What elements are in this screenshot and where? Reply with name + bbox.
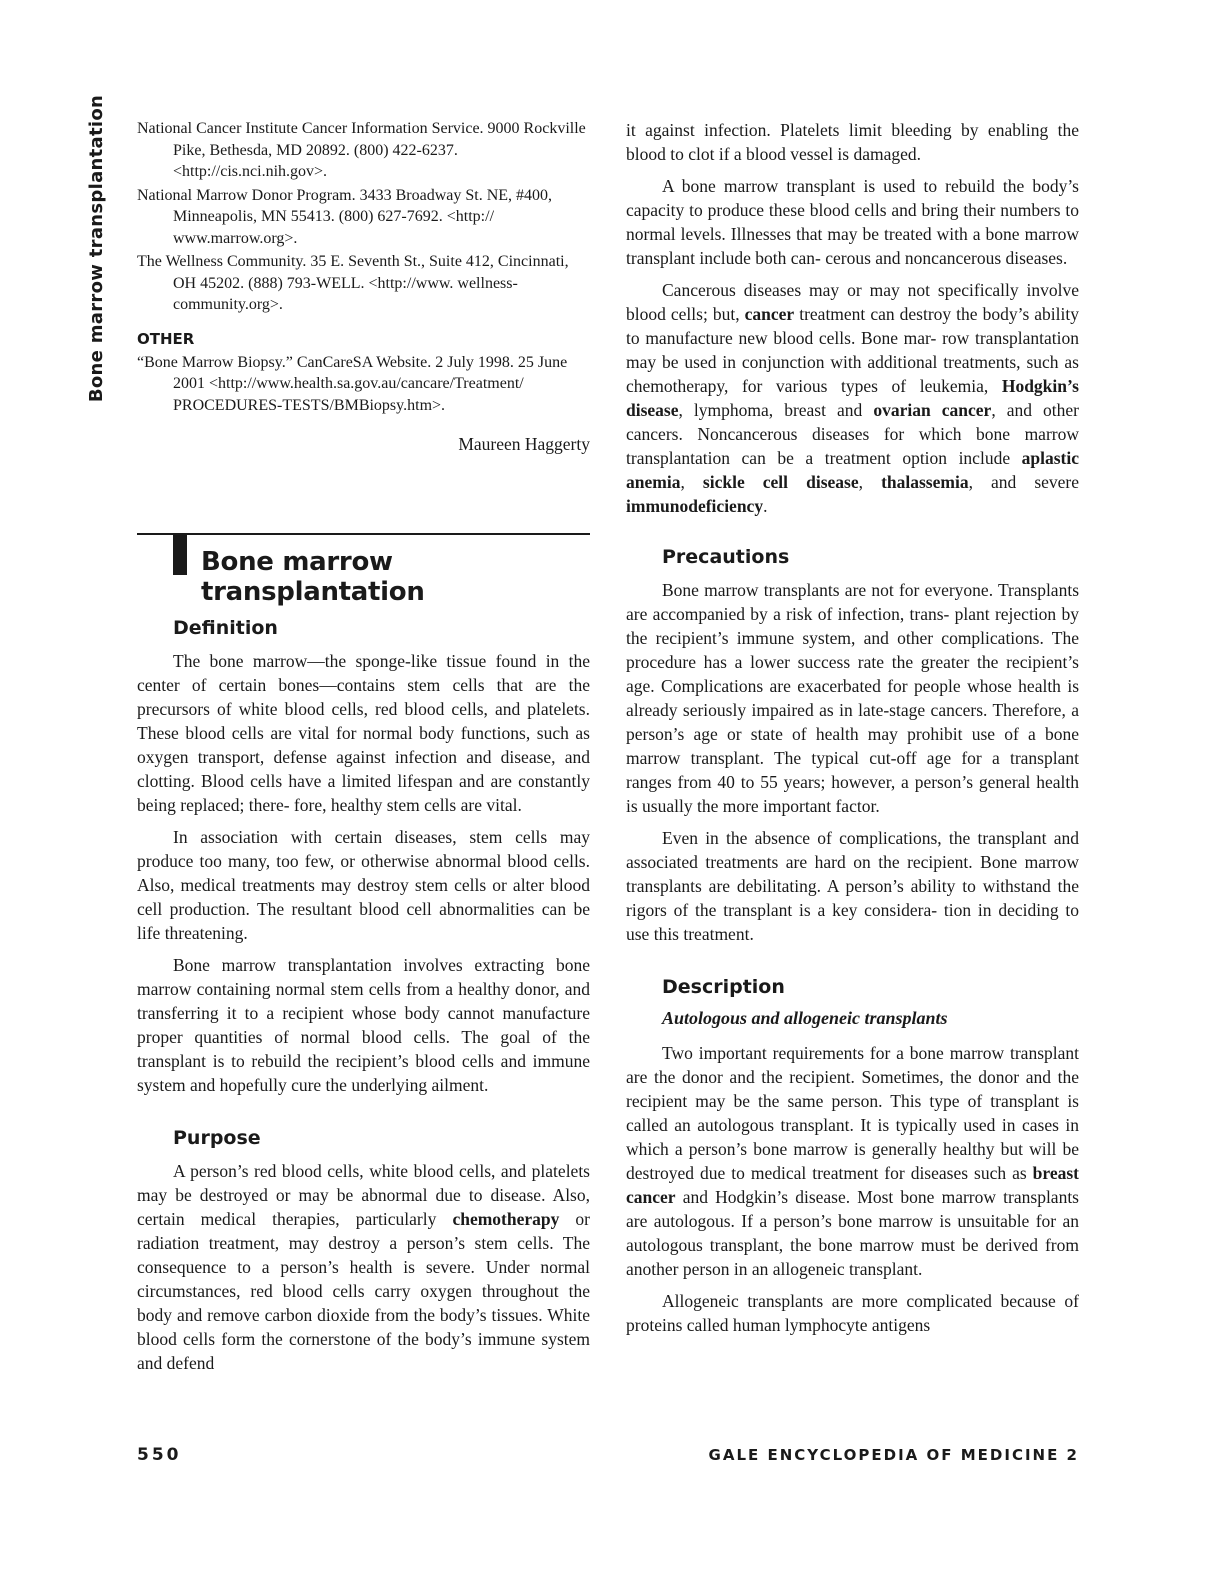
purpose-paragraph: Cancerous diseases may or may not specifically involve blood cells; but, cancer treatment can destroy the body’s ability to manufacture new blood cells. Bone mar- row transplantation may be used in conjunction with additional treatments, such as chemotherapy, for various types of leukemia, Hodgkin’s disease, lymphoma, breast and ovarian cancer, and other cancers. Noncancerous diseases for which bone marrow transplantation can be a treatment option include aplastic anemia, sickle cell disease, thalassemia, and severe immunodeficiency. [626,280,1080,516]
term-immunodeficiency: immunodeficiency [626,496,764,516]
term-chemotherapy: chemotherapy [452,1209,560,1229]
references-list [137,118,590,316]
entry-title: Bone marrow transplantation [201,547,425,607]
right-column [626,118,1079,1345]
definition-heading: Definition [173,617,278,639]
term-breast-cancer: breast cancer [626,1163,1079,1207]
definition-paragraph: In association with certain diseases, stem cells may produce too many, too few, or otherwise abnormal blood cells. Also, medical treatments may destroy stem cells or alter blood cell production. The resultant blood cell abnormalities can be life threatening. [137,827,590,943]
reference-item: National Cancer Institute Cancer Information Service. 9000 Rockville Pike, Bethesda, MD 20892. (800) 422-6237. <http://cis.nci.nih.gov>. [137,120,586,180]
description-heading: Description [662,976,785,998]
left-column [137,118,590,1383]
definition-paragraph: Bone marrow transplantation involves extracting bone marrow containing normal stem cells from a healthy donor, and transferring it to a recipient whose body cannot manufacture proper quantities of normal blood cells. The goal of the transplant is to rebuild the recipient’s blood cells and immune system and hopefully cure the underlying ailment. [137,955,590,1095]
term-aplastic-anemia: aplastic anemia [626,448,1079,492]
description-subheading: Autologous and allogeneic transplants [662,1008,948,1028]
page-number: 550 [137,1445,182,1465]
precautions-paragraph: Even in the absence of complications, the transplant and associated treatments are hard on the recipient. Bone marrow transplants are debilitating. A person’s ability to withstand the rigors of the transplant is a key considera- tion in deciding to use this treatment. [626,828,1079,944]
running-head-text: Bone marrow transplantation [86,94,108,403]
purpose-paragraph-continued: it against infection. Platelets limit bleeding by enabling the blood to clot if a blood vessel is damaged. [626,120,1079,164]
other-heading: OTHER [137,329,195,348]
purpose-paragraph: A person’s red blood cells, white blood cells, and platelets may be destroyed or may be abnormal due to disease. Also, certain medical therapies, particularly chemotherapy or radiation treatment, may destroy a person’s stem cells. The consequence to a person’s health is severe. Under normal circumstances, red blood cells carry oxygen throughout the body and remove carbon dioxide from the body’s tissues. White blood cells form the cornerstone of the body’s immune system and defend [137,1161,591,1373]
description-paragraph: Allogeneic transplants are more complicated because of proteins called human lymphocyte antigens [626,1291,1079,1335]
term-hodgkins: Hodgkin’s disease [626,376,1079,420]
term-thalassemia: thalassemia [881,472,969,492]
title-bar-mark [173,535,187,575]
term-ovarian-cancer: ovarian cancer [873,400,992,420]
precautions-heading: Precautions [662,546,790,568]
precautions-paragraph: Bone marrow transplants are not for everyone. Transplants are accompanied by a risk of infection, trans- plant rejection by the recipient’s immune system, and other complications. The procedure has a lower success rate the greater the recipient’s age. Complications are exacerbated for people whose health is already seriously impaired as in late-stage cancers. Therefore, a person’s age or state of health may prohibit use of a bone marrow transplant. The typical cut-off age for a transplant ranges from 40 to 55 years; however, a person’s general health is usually the more important factor. [626,580,1079,816]
author-name: Maureen Haggerty [458,434,590,454]
reference-item: The Wellness Community. 35 E. Seventh St., Suite 412, Cincinnati, OH 45202. (888) 793-WELL. <http://www. wellness-community.org>. [137,253,569,313]
purpose-paragraph: A bone marrow transplant is used to rebuild the body’s capacity to produce these blood cells and bring their numbers to normal levels. Illnesses that may be treated with a bone marrow transplant include both can- cerous and noncancerous diseases. [626,176,1079,268]
reference-item: National Marrow Donor Program. 3433 Broadway St. NE, #400, Minneapolis, MN 55413. (800) 627-7692. <http:// www.marrow.org>. [137,186,553,247]
entry-title-block [137,533,590,607]
definition-paragraph: The bone marrow—the sponge-like tissue found in the center of certain bones—contains stem cells that are the precursors of white blood cells, red blood cells, and platelets. These blood cells are vital for normal body functions, such as oxygen transport, defense against infection and disease, and clotting. Blood cells have a limited lifespan and are constantly being replaced; there- fore, healthy stem cells are vital. [137,651,590,815]
publication-title: GALE ENCYCLOPEDIA OF MEDICINE 2 [708,1446,1079,1464]
purpose-heading: Purpose [173,1127,261,1149]
description-paragraph: Two important requirements for a bone marrow transplant are the donor and the recipient. Sometimes, the donor and the recipient may be the same person. This type of transplant is called an autologous transplant. It is typically used in cases in which a person’s bone marrow is generally healthy but will be destroyed due to medical treatment for diseases such as breast cancer and Hodgkin’s disease. Most bone marrow transplants are autologous. If a person’s bone marrow is unsuitable for an autologous transplant, the bone marrow must be derived from another person in an allogeneic transplant. [626,1043,1079,1279]
term-sickle-cell: sickle cell disease [702,472,859,492]
other-reference: “Bone Marrow Biopsy.” CanCareSA Website. 2 July 1998. 25 June 2001 <http://www.health.sa.gov.au/cancare/Treatment/ PROCEDURES-TESTS/BMBiopsy.htm>. [137,353,568,414]
running-head [82,94,112,403]
term-cancer: cancer [744,304,795,324]
